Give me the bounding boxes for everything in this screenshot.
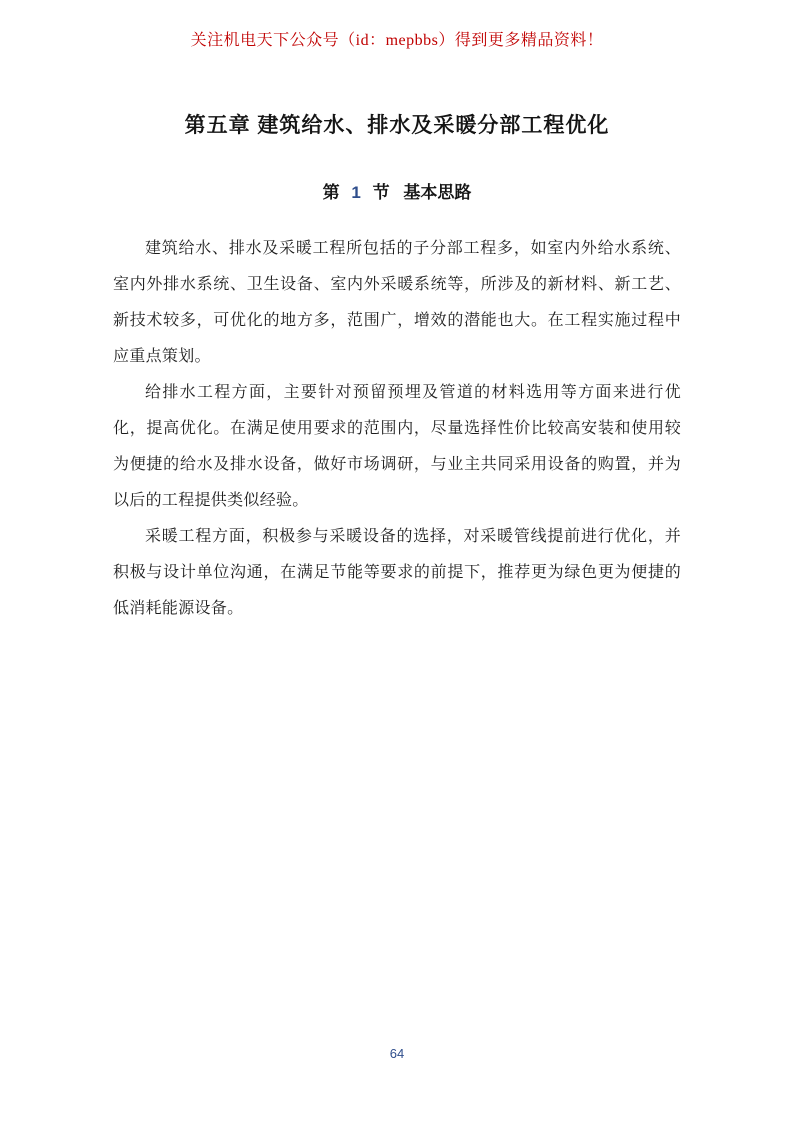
section-title <box>0 181 794 205</box>
section-title-number: 1 <box>351 183 361 202</box>
paragraph-2: 给排水工程方面，主要针对预留预埋及管道的材料选用等方面来进行优化，提高优化。在满足使用要求的范围内，尽量选择性价比较高安装和使用较为便捷的给水及排水设备，做好市场调研，与业主共同采用设备的购置，并为以后的工程提供类似经验。 <box>113 384 681 509</box>
paragraph-3: 采暖工程方面，积极参与采暖设备的选择，对采暖管线提前进行优化，并积极与设计单位沟通，在满足节能等要求的前提下，推荐更为绿色更为便捷的低消耗能源设备。 <box>113 528 681 617</box>
section-title-prefix: 第 <box>322 183 340 202</box>
body-text <box>113 231 681 627</box>
chapter-title: 第五章 建筑给水、排水及采暖分部工程优化 <box>184 114 610 137</box>
header-notice: 关注机电天下公众号（id：mepbbs）得到更多精品资料！ <box>190 32 604 49</box>
paragraph-1: 建筑给水、排水及采暖工程所包括的子分部工程多，如室内外给水系统、室内外排水系统、卫生设备、室内外采暖系统等，所涉及的新材料、新工艺、新技术较多，可优化的地方多，范围广，增效的潜能也大。在工程实施过程中应重点策划。 <box>113 240 681 365</box>
section-title-name: 基本思路 <box>403 183 472 202</box>
page-number: 64 <box>389 1046 405 1061</box>
section-title-suffix: 节 <box>372 183 390 202</box>
